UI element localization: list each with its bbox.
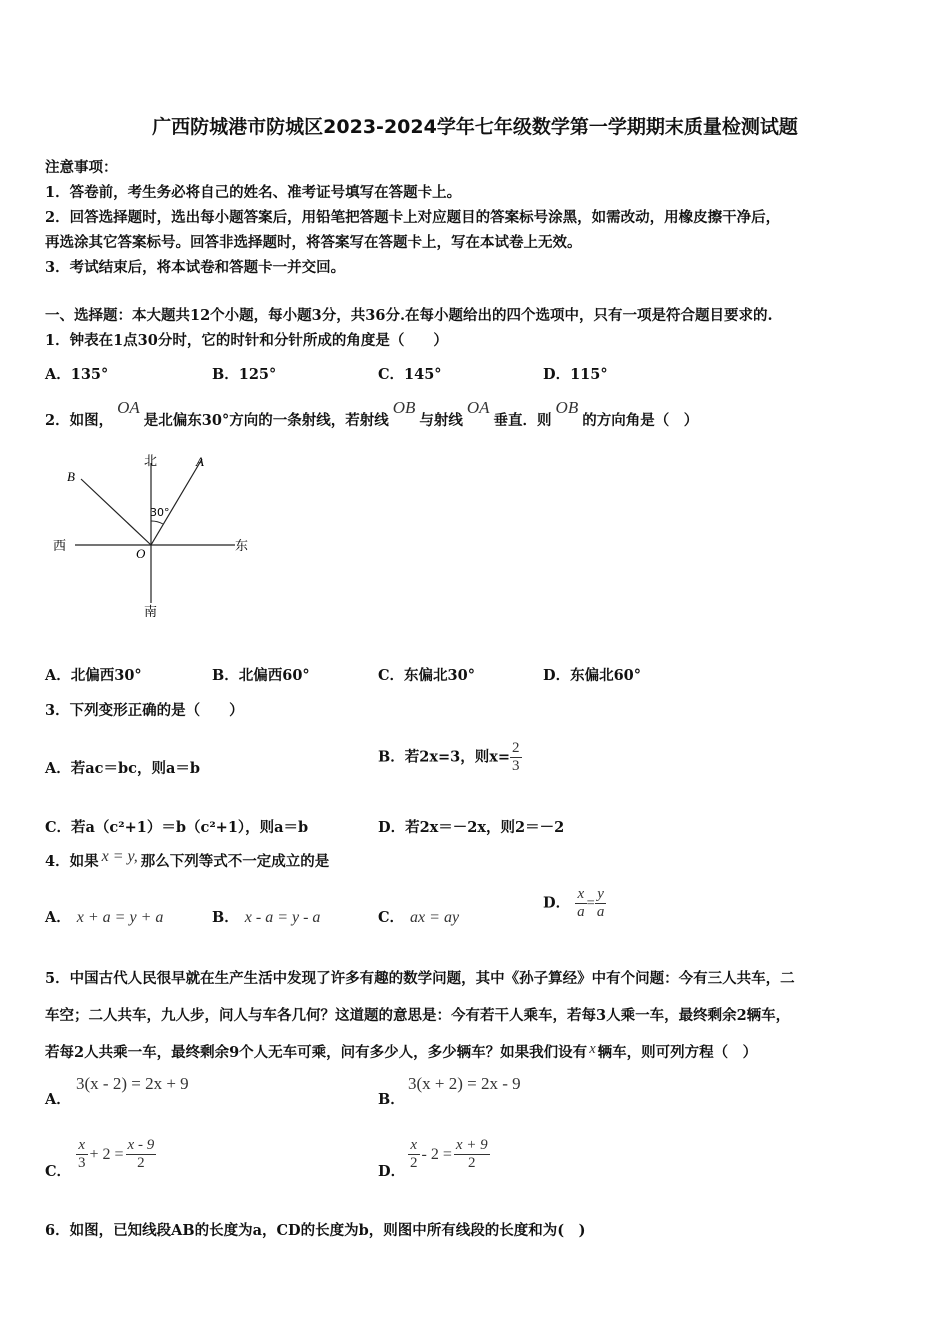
direction-figure bbox=[45, 445, 260, 625]
angle-label: 30° bbox=[150, 506, 170, 519]
q4-stem-text: 4．如果 bbox=[45, 853, 99, 870]
q4-stem-text: 那么下列等式不一定成立的是 bbox=[140, 853, 330, 870]
numerator: x - 9 bbox=[127, 1137, 155, 1153]
option-label: B． bbox=[212, 909, 239, 926]
q4-option-c bbox=[378, 906, 459, 927]
question-5-line: 5．中国古代人民很早就在生产生活中发现了许多有趣的数学问题，其中《孙子算经》中有个问题：今有三人共车，二 bbox=[45, 970, 795, 987]
point-o-label: O bbox=[136, 546, 146, 561]
q3-option-d: D．若2x＝－2x，则2＝－2 bbox=[378, 819, 565, 836]
q5-option-a: 3(x - 2) = 2x + 9 bbox=[76, 1074, 189, 1093]
q5-option-a-label: A． bbox=[45, 1091, 71, 1108]
q2-option-c: C．东偏北30° bbox=[378, 667, 475, 684]
q3-option-a: A．若ac＝bc，则a＝b bbox=[45, 760, 200, 777]
ray-oa-label: OA bbox=[466, 398, 490, 417]
fraction bbox=[595, 886, 607, 921]
q5-text: 若每2人共乘一车，最终剩余9个人无车可乘，问有多少人，多少辆车？如果我们设有 bbox=[45, 1044, 588, 1061]
question-3-stem: 3．下列变形正确的是（ ） bbox=[45, 702, 244, 719]
q2-option-a: A．北偏西30° bbox=[45, 667, 142, 684]
west-label: 西 bbox=[53, 539, 67, 554]
q5-option-d bbox=[408, 1137, 490, 1172]
q2-stem-text: 垂直．则 bbox=[493, 412, 552, 429]
q4-option-d bbox=[543, 886, 606, 921]
q3-option-b-text: B．若2x=3，则x= bbox=[378, 748, 511, 766]
numerator: x + 9 bbox=[455, 1137, 488, 1153]
ray-oa bbox=[151, 459, 202, 545]
q1-option-d: D．115° bbox=[543, 366, 608, 383]
q2-option-d: D．东偏北60° bbox=[543, 667, 642, 684]
numerator: x bbox=[408, 1137, 420, 1155]
equation: x - a = y - a bbox=[244, 909, 321, 926]
south-label: 南 bbox=[144, 605, 158, 620]
q4-option-b bbox=[212, 906, 320, 927]
q3-option-b bbox=[378, 740, 522, 775]
operator: - 2 = bbox=[421, 1145, 452, 1163]
q2-stem-text: 2．如图， bbox=[45, 412, 114, 429]
q4-condition: x = y, bbox=[101, 848, 138, 865]
question-5-line bbox=[45, 1041, 757, 1062]
ray-ob-label: OB bbox=[392, 398, 416, 417]
fraction bbox=[126, 1137, 157, 1172]
notice-item: 1．答卷前，考生务必将自己的姓名、准考证号填写在答题卡上。 bbox=[45, 184, 462, 201]
notice-item: 2．回答选择题时，选出每小题答案后，用铅笔把答题卡上对应题目的答案标号涂黑，如需改动，用橡皮擦干净后， bbox=[45, 209, 781, 226]
q5-text: 辆车，则可列方程（ ） bbox=[597, 1044, 758, 1061]
page-title: 广西防城港市防城区2023-2024学年七年级数学第一学期期末质量检测试题 bbox=[152, 116, 798, 138]
fraction bbox=[76, 1137, 88, 1172]
ray-ob bbox=[81, 479, 151, 545]
ray-oa-label: OA bbox=[117, 398, 140, 417]
q1-option-a: A．135° bbox=[45, 366, 109, 383]
equals-sign: = bbox=[586, 895, 595, 912]
point-a-label: A bbox=[196, 454, 204, 469]
east-label: 东 bbox=[235, 539, 249, 554]
q2-stem-text: 的方向角是（ ） bbox=[582, 412, 699, 429]
ray-ob-label: OB bbox=[555, 398, 579, 417]
notice-item: 3．考试结束后，将本试卷和答题卡一并交回。 bbox=[45, 259, 346, 276]
denominator: a bbox=[577, 904, 585, 920]
north-label: 北 bbox=[144, 454, 158, 469]
q5-option-b-label: B． bbox=[378, 1091, 405, 1108]
denominator: 2 bbox=[410, 1155, 418, 1171]
question-1-stem: 1．钟表在1点30分时，它的时针和分针所成的角度是（ ） bbox=[45, 332, 448, 349]
q3-option-c: C．若a（c²+1）＝b（c²+1），则a＝b bbox=[45, 819, 309, 836]
numerator: x bbox=[575, 886, 587, 904]
denominator: a bbox=[596, 904, 605, 920]
operator: + 2 = bbox=[89, 1145, 124, 1163]
question-4-stem bbox=[45, 850, 329, 871]
q2-stem-text: 是北偏东30°方向的一条射线，若射线 bbox=[143, 412, 389, 429]
option-label: A． bbox=[45, 909, 71, 926]
q5-option-b: 3(x + 2) = 2x - 9 bbox=[408, 1074, 521, 1093]
fraction bbox=[575, 886, 587, 921]
q1-option-b: B．125° bbox=[212, 366, 277, 383]
question-5-line: 车空；二人共车，九人步，问人与车各几何？这道题的意思是：今有若干人乘车，若每3人乘一车，最终剩余2辆车， bbox=[45, 1007, 791, 1024]
q1-option-c: C．145° bbox=[378, 366, 442, 383]
option-label: D． bbox=[543, 894, 571, 912]
q5-option-d-label: D． bbox=[378, 1163, 406, 1180]
option-label: C． bbox=[378, 909, 405, 926]
notice-item: 再选涂其它答案标号。回答非选择题时，将答案写在答题卡上，写在本试卷上无效。 bbox=[45, 234, 582, 251]
question-2-stem bbox=[45, 398, 699, 430]
denominator: 2 bbox=[137, 1155, 145, 1171]
fraction bbox=[454, 1137, 490, 1172]
denominator: 2 bbox=[468, 1155, 476, 1171]
q4-option-a bbox=[45, 906, 163, 927]
equation: x + a = y + a bbox=[76, 909, 164, 926]
q2-stem-text: 与射线 bbox=[419, 412, 463, 429]
numerator: 2 bbox=[512, 740, 520, 756]
numerator: x bbox=[76, 1137, 88, 1155]
denominator: 3 bbox=[78, 1155, 86, 1171]
point-b-label: B bbox=[67, 469, 75, 484]
q2-option-b: B．北偏西60° bbox=[212, 667, 310, 684]
numerator: y bbox=[595, 886, 607, 904]
variable-x: x bbox=[589, 1041, 596, 1057]
equation: ax = ay bbox=[410, 909, 460, 926]
denominator: 3 bbox=[512, 758, 520, 774]
question-6-stem: 6．如图，已知线段AB的长度为a，CD的长度为b，则图中所有线段的长度和为( ) bbox=[45, 1222, 586, 1239]
notice-heading: 注意事项： bbox=[45, 159, 118, 176]
fraction bbox=[408, 1137, 420, 1172]
fraction bbox=[510, 740, 522, 775]
section-heading: 一、选择题：本大题共12个小题，每小题3分，共36分.在每小题给出的四个选项中，只有一项是符合题目要求的. bbox=[45, 307, 773, 324]
angle-arc bbox=[151, 521, 163, 524]
q5-option-c-label: C． bbox=[45, 1163, 72, 1180]
q5-option-c bbox=[76, 1137, 156, 1172]
